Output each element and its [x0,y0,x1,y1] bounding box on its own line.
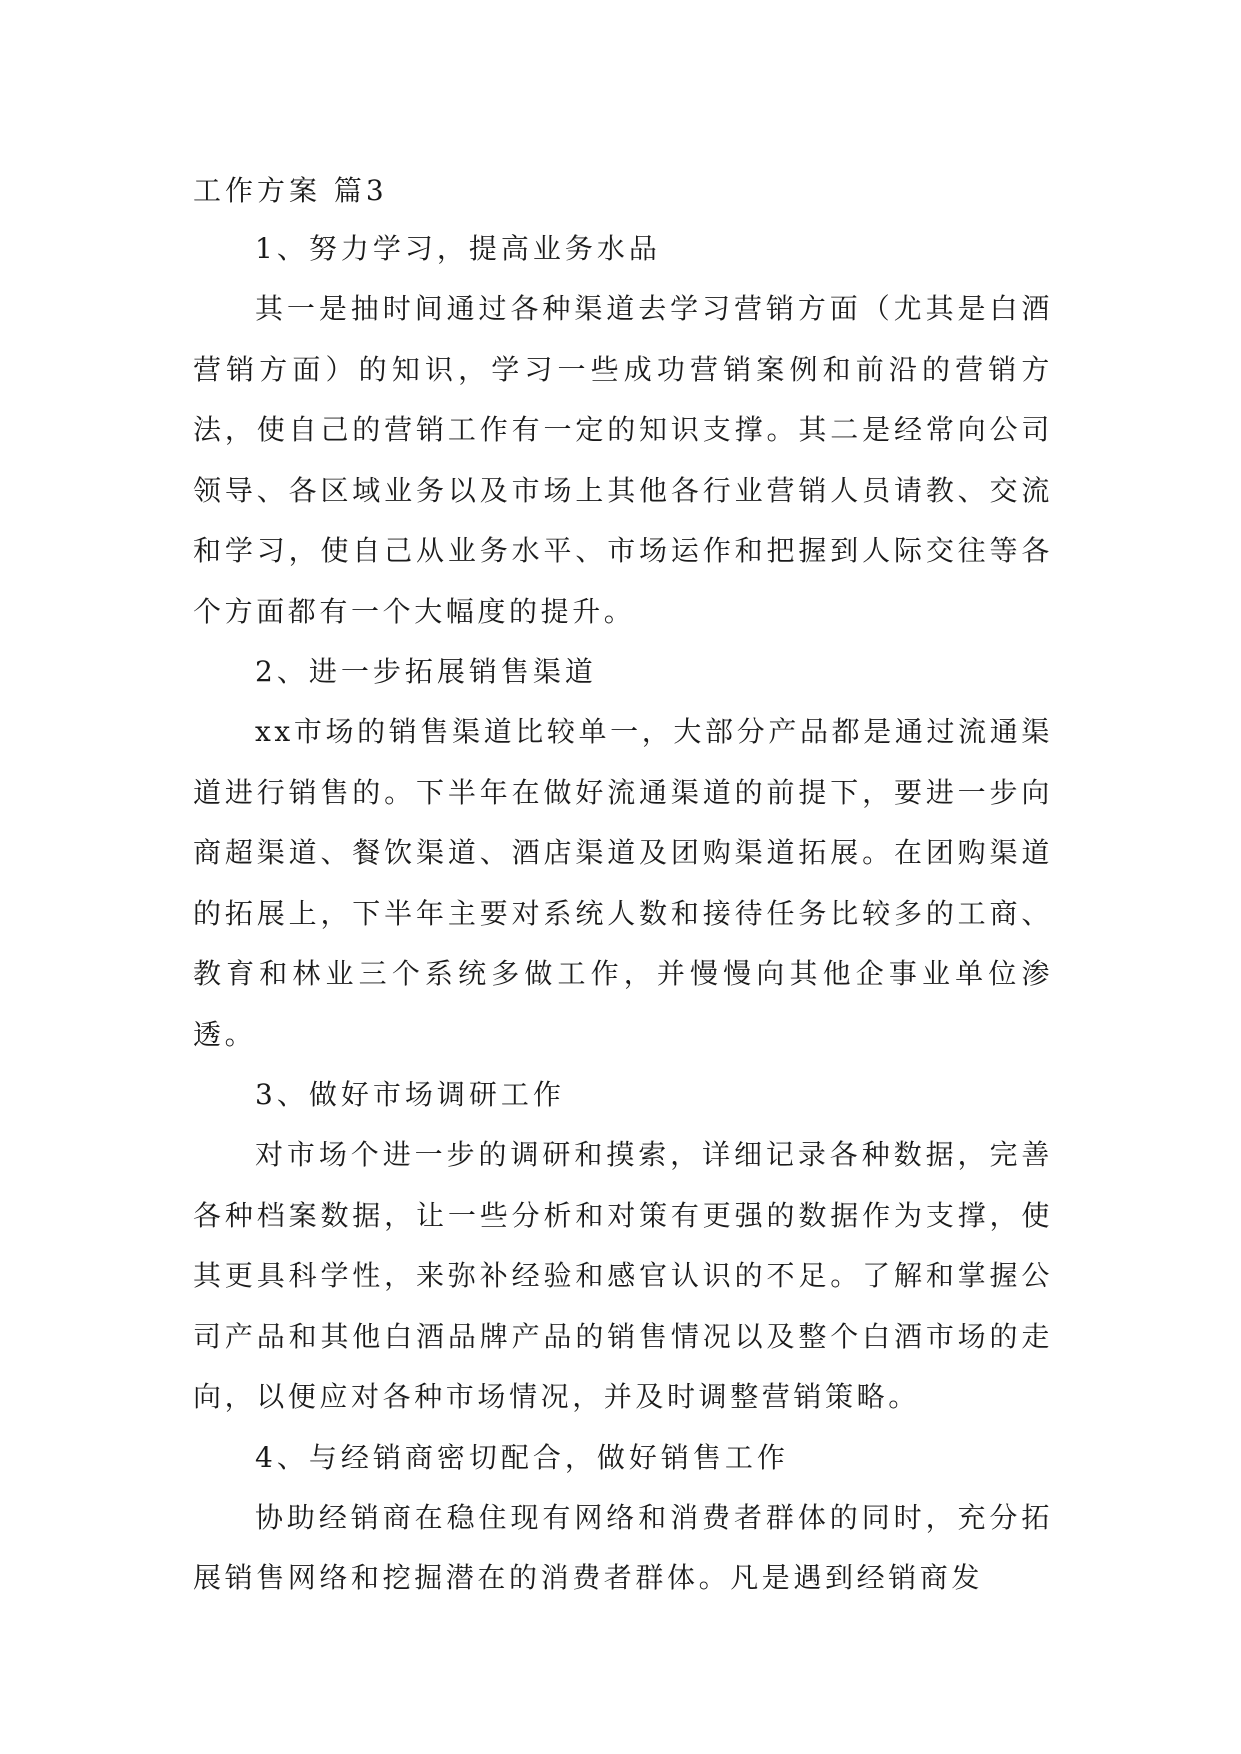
document-title: 工作方案 篇3 [193,174,388,207]
section-heading-3: 3、做好市场调研工作 [255,1078,565,1111]
document-page [193,163,1053,1609]
section-paragraph-2: xx市场的销售渠道比较单一，大部分产品都是通过流通渠道进行销售的。下半年在做好流通渠道的前提下，要进一步向商超渠道、餐饮渠道、酒店渠道及团购渠道拓展。在团购渠道的拓展上，下半年主要对系统人数和接待任务比较多的工商、教育和林业三个系统多做工作，并慢慢向其他企事业单位渗透。 [193,715,1053,1051]
section-paragraph-1: 其一是抽时间通过各种渠道去学习营销方面（尤其是白酒营销方面）的知识，学习一些成功营销案例和前沿的营销方法，使自己的营销工作有一定的知识支撑。其二是经常向公司领导、各区域业务以及市场上其他各行业营销人员请教、交流和学习，使自己从业务水平、市场运作和把握到人际交往等各个方面都有一个大幅度的提升。 [193,292,1053,628]
section-paragraph-4: 协助经销商在稳住现有网络和消费者群体的同时，充分拓展销售网络和挖掘潜在的消费者群体。凡是遇到经销商发 [193,1500,1053,1594]
section-heading-4: 4、与经销商密切配合，做好销售工作 [255,1440,789,1474]
section-paragraph-3: 对市场个进一步的调研和摸索，详细记录各种数据，完善各种档案数据，让一些分析和对策有更强的数据作为支撑，使其更具科学性，来弥补经验和感官认识的不足。了解和掌握公司产品和其他白酒品牌产品的销售情况以及整个白酒市场的走向，以便应对各种市场情况，并及时调整营销策略。 [193,1138,1053,1413]
section-heading-2: 2、进一步拓展销售渠道 [255,655,597,688]
section-heading-1: 1、努力学习，提高业务水品 [255,232,661,265]
